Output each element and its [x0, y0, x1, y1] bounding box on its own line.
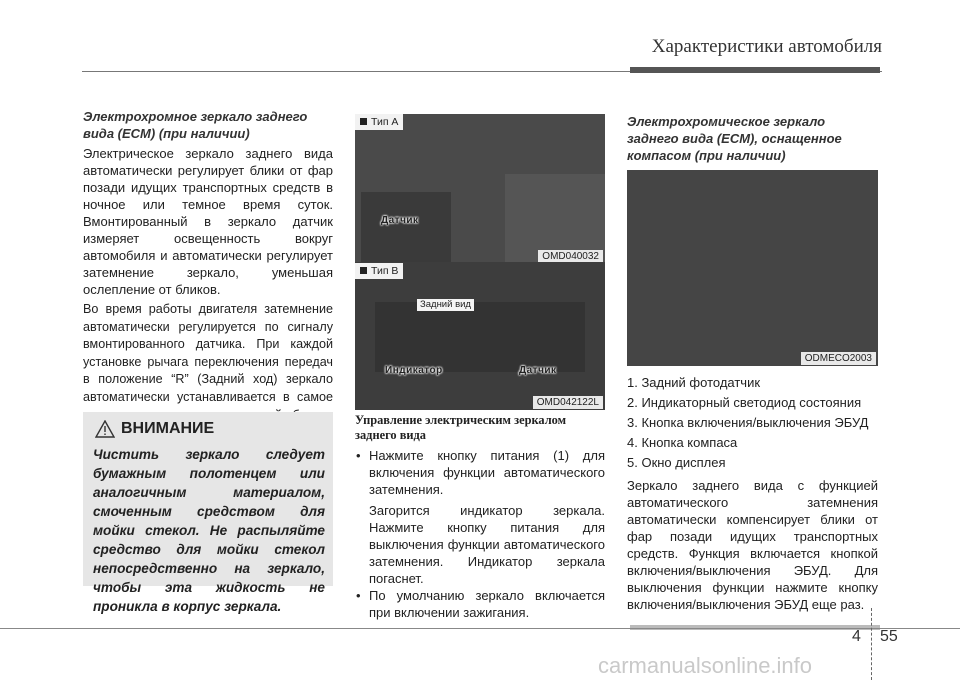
footer-rule: [0, 628, 960, 629]
page-number: 55: [880, 628, 898, 645]
list-item: 3. Кнопка включения/выключения ЭБУД: [627, 415, 869, 430]
figure-caption: Управление электрическим зеркалом заднего вида: [355, 413, 567, 442]
figure-compass-mirror: [627, 170, 878, 366]
warning-text: Чистить зеркало следует бумажным полотенцем или аналогичным материалом, смоченным средством для мойки стекол. Не распыляйте средство для мойки стекол непосредственно на зеркало, чтобы эта жидкость не проникла в корпус зеркала.: [93, 447, 325, 614]
warning-header: [95, 420, 214, 438]
mirror-illustration: [355, 262, 605, 410]
paragraph: Электрическое зеркало заднего вида автоматически регулирует блики от фар позади идущих транспортных средств в ночное или темное время суток. Вмонтированный в зеркало датчик измеряет освещенность вокруг автомобиля и автоматически регулирует затемнение зеркало, уменьшая ослепление от бликов.: [83, 146, 333, 297]
warning-icon: [95, 420, 115, 438]
warning-title: ВНИМАНИЕ: [121, 420, 215, 437]
list-item: • Нажмите кнопку питания (1) для включения функции автоматического затемнения. Загорится индикатор зеркала. Нажмите кнопку питания для выключения функции автоматического затемнения. Индикатор зеркала погаснет.: [355, 447, 605, 587]
indicator-label: Индикатор: [385, 365, 443, 376]
sensor-label: Датчик: [381, 215, 419, 226]
chapter-number: 4: [852, 628, 861, 645]
warning-box: [83, 412, 333, 614]
section-subtitle: Электрохромическое зеркало заднего вида (ECM), оснащенное компасом (при наличии): [627, 114, 842, 163]
column-right: [627, 113, 878, 164]
header-title: Характеристики автомобиля: [651, 36, 882, 57]
mirror-illustration: [627, 170, 878, 366]
rear-view-label: Задний вид: [417, 299, 474, 311]
figure-type-b: [355, 262, 605, 410]
watermark: carmanualsonline.info: [598, 653, 813, 678]
paragraph: Зеркало заднего вида с функцией автоматического затемнения автоматически компенсирует блики от фар позади идущих транспортных средств. Функция включается кнопкой включения/выключения ЭБУД. Для выключения функции нажмите кнопку включения/выключения ЭБУД еще раз.: [627, 478, 878, 612]
numbered-list: [627, 373, 878, 473]
list-item: • По умолчанию зеркало включается при включении зажигания.: [355, 587, 605, 621]
figure-type-a: [355, 114, 605, 264]
sensor-label: Датчик: [519, 365, 557, 376]
mirror-illustration: [355, 114, 605, 264]
list-item: 1. Задний фотодатчик: [627, 375, 761, 390]
column-left: [83, 108, 333, 424]
header-rule-accent: [630, 67, 880, 73]
figure-code: OMD042122L: [533, 396, 603, 409]
list-item: 4. Кнопка компаса: [627, 435, 738, 450]
figure-code: ODMECO2003: [801, 352, 876, 365]
square-icon: [360, 267, 367, 274]
section-subtitle: Электрохромное зеркало заднего вида (ECM) (при наличии): [83, 109, 308, 141]
footer-divider: [871, 608, 873, 680]
figure-code: OMD040032: [538, 250, 603, 263]
list-item-continuation: Загорится индикатор зеркала. Нажмите кнопку питания для выключения функции автоматического затемнения. Индикатор зеркала погаснет.: [369, 503, 605, 586]
list-item: 5. Окно дисплея: [627, 455, 726, 470]
type-b-tag: Тип B: [355, 263, 403, 279]
paragraph: Во время работы двигателя затемнение автоматически регулируется по сигналу вмонтированного датчика. При каждой установке рычага переключения передач в положение “R” (Задний ход) зеркало автоматически устанавливается в самое: [83, 302, 333, 404]
square-icon: [360, 118, 367, 125]
bullet-list: [355, 447, 605, 621]
list-item: 2. Индикаторный светодиод состояния: [627, 395, 862, 410]
type-a-tag: Тип А: [355, 114, 403, 130]
